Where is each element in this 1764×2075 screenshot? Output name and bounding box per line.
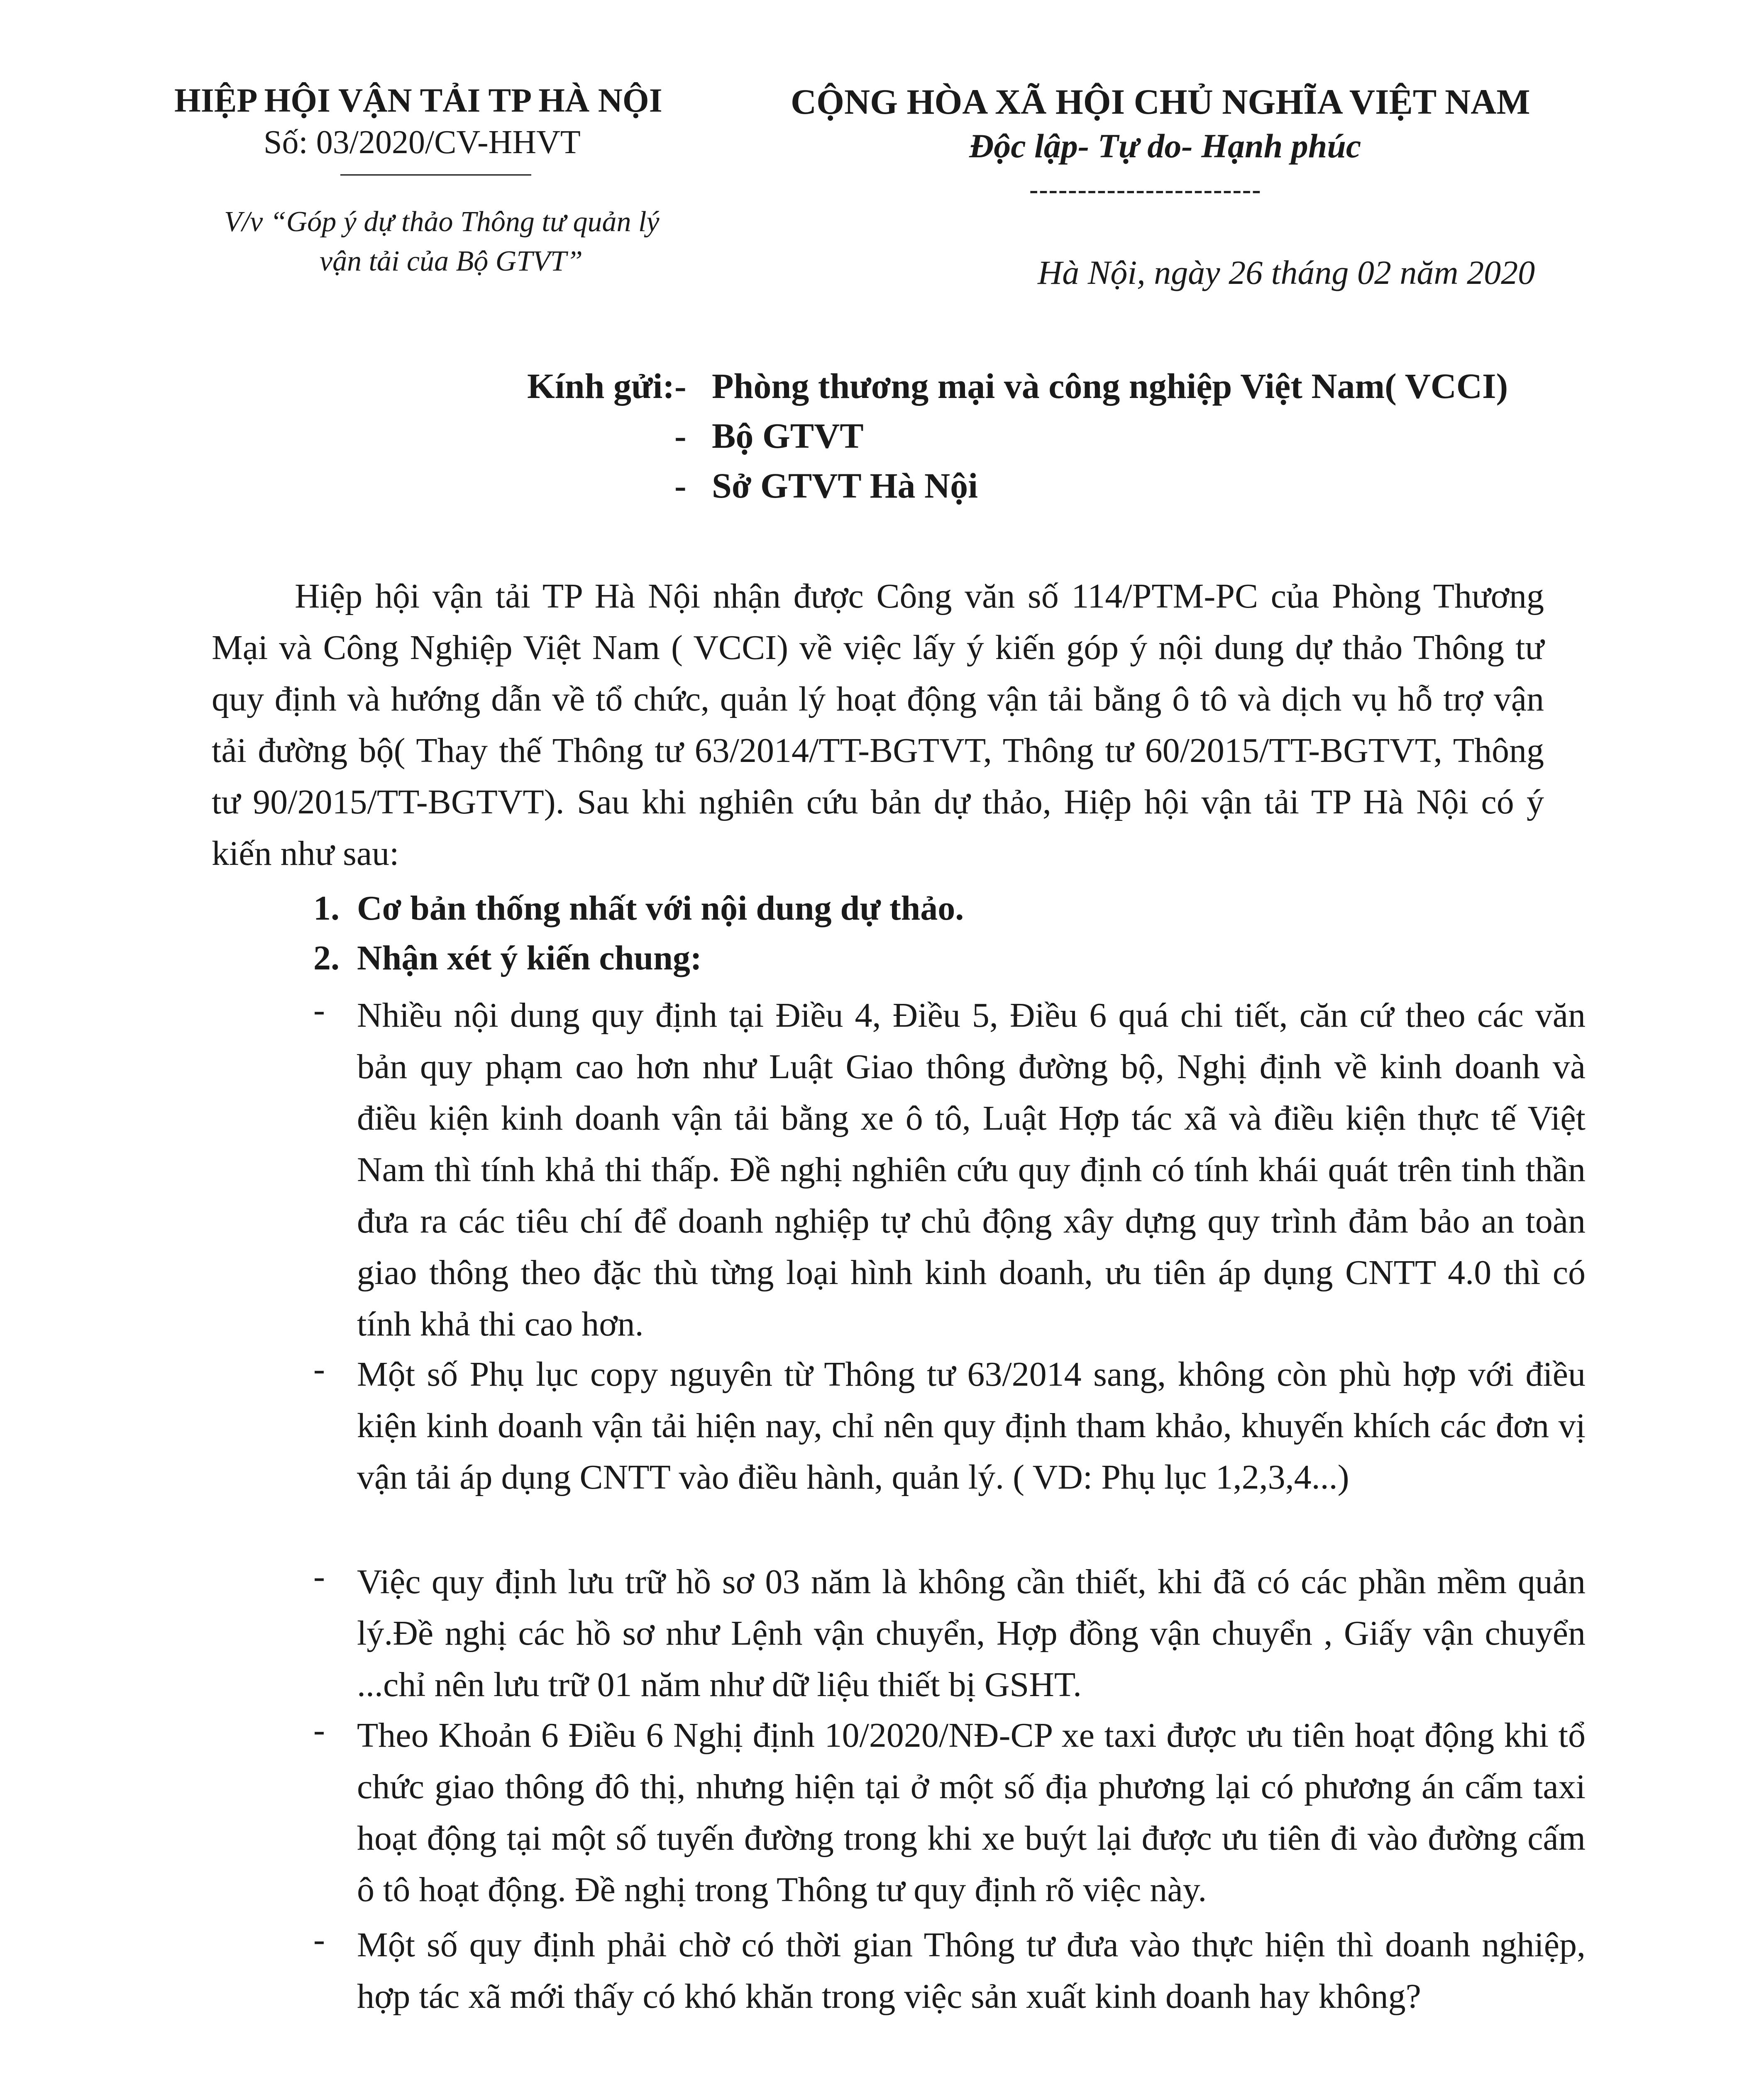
- intro-paragraph: Hiệp hội vận tải TP Hà Nội nhận được Công văn số 114/PTM-PC của Phòng Thương Mại và Công Nghiệp Việt Nam ( VCCI) về việc lấy ý kiến góp ý nội dung dự thảo Thông tư quy định và hướng dẫn về tổ chức, quản lý hoạt động vận tải bằng ô tô và dịch vụ hỗ trợ vận tải đường bộ( Thay thế Thông tư 63/2014/TT-BGTVT, Thông tư 60/2015/TT-BGTVT, Thông tư 90/2015/TT-BGTVT). Sau khi nghiên cứu bản dự thảo, Hiệp hội vận tải TP Hà Nội có ý kiến như sau:: [212, 577, 1544, 873]
- bullet-dash-2: -: [313, 1350, 325, 1388]
- section-2-title: Nhận xét ý kiến chung:: [357, 939, 702, 977]
- general-comment-5: Một số quy định phải chờ có thời gian Thông tư đưa vào thực hiện thì doanh nghiệp, hợp tác xã mới thấy có khó khăn trong việc sản xuất kinh doanh hay không?: [357, 1926, 1586, 2016]
- subject-line-1: V/v “Góp ý dự thảo Thông tư quản lý: [224, 206, 660, 238]
- recipient-dash-3: -: [674, 466, 687, 505]
- motto-rule: ------------------------: [1029, 175, 1262, 204]
- general-comment-1: Nhiều nội dung quy định tại Điều 4, Điều 5, Điều 6 quá chi tiết, căn cứ theo các văn bản quy phạm cao hơn như Luật Giao thông đường bộ, Nghị định về kinh doanh và điều kiện kinh doanh vận tải bằng xe ô tô, Luật Hợp tác xã và điều kiện thực tế Việt Nam thì tính khả thi thấp. Đề nghị nghiên cứu quy định có tính khái quát trên tinh thần đưa ra các tiêu chí để doanh nghiệp tự chủ động xây dựng quy trình đảm bảo an toàn giao thông theo đặc thù từng loại hình kinh doanh, ưu tiên áp dụng CNTT 4.0 thì có tính khả thi cao hơn.: [357, 996, 1586, 1343]
- bleed-through-text: [768, 100, 776, 137]
- bullet-dash-3: -: [313, 1557, 325, 1596]
- org-underline: [340, 174, 531, 176]
- general-comment-2: Một số Phụ lục copy nguyên từ Thông tư 63/2014 sang, không còn phù hợp với điều kiện kinh doanh vận tải hiện nay, chỉ nên quy định tham khảo, khuyến khích các đơn vị vận tải áp dụng CNTT vào điều hành, quản lý. ( VD: Phụ lục 1,2,3,4...): [357, 1355, 1586, 1496]
- recipient-dash-1: -: [674, 366, 687, 406]
- country-name: CỘNG HÒA XÃ HỘI CHỦ NGHĨA VIỆT NAM: [791, 82, 1530, 122]
- recipient-3: Sở GTVT Hà Nội: [712, 466, 978, 505]
- general-comment-4: Theo Khoản 6 Điều 6 Nghị định 10/2020/NĐ-CP xe taxi được ưu tiên hoạt động khi tổ chức giao thông đô thị, nhưng hiện tại ở một số địa phương lại có phương án cấm taxi hoạt động tại một số tuyến đường trong khi xe buýt lại được ưu tiên đi vào đường cấm ô tô hoạt động. Đề nghị trong Thông tư quy định rõ việc này.: [357, 1716, 1586, 1909]
- section-1-number: 1.: [313, 889, 340, 928]
- recipient-1: Phòng thương mại và công nghiệp Việt Nam( VCCI): [712, 366, 1508, 406]
- bullet-dash-4: -: [313, 1711, 325, 1749]
- section-2-number: 2.: [313, 939, 340, 977]
- document-date: Hà Nội, ngày 26 tháng 02 năm 2020: [1038, 254, 1535, 291]
- motto: Độc lập- Tự do- Hạnh phúc: [969, 127, 1361, 165]
- section-1-title: Cơ bản thống nhất với nội dung dự thảo.: [357, 889, 964, 928]
- org-name: HIỆP HỘI VẬN TẢI TP HÀ NỘI: [174, 81, 662, 119]
- subject-line-2: vận tải của Bộ GTVT”: [320, 245, 583, 277]
- general-comment-3: Việc quy định lưu trữ hồ sơ 03 năm là không cần thiết, khi đã có các phần mềm quản lý.Đề nghị các hồ sơ như Lệnh vận chuyển, Hợp đồng vận chuyển , Giấy vận chuyển ...chỉ nên lưu trữ 01 năm như dữ liệu thiết bị GSHT.: [357, 1562, 1586, 1704]
- recipient-dash-2: -: [674, 416, 687, 456]
- recipient-2: Bộ GTVT: [712, 416, 864, 456]
- doc-number: Số: 03/2020/CV-HHVT: [264, 124, 581, 161]
- bullet-dash-5: -: [313, 1920, 325, 1959]
- recipients-label: Kính gửi:: [527, 366, 675, 406]
- bullet-dash-1: -: [313, 991, 325, 1029]
